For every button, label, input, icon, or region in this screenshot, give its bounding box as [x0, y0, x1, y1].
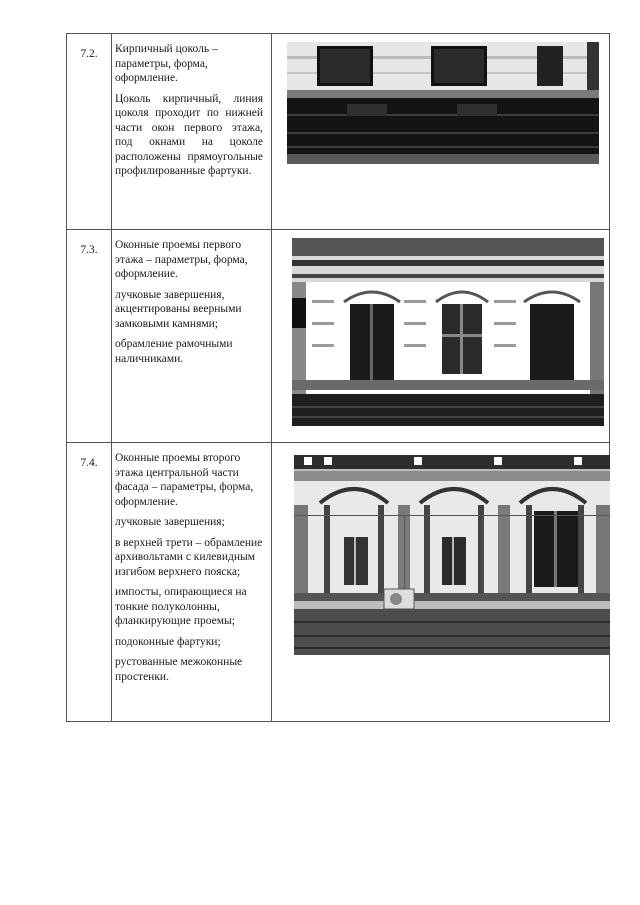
description-cell — [112, 230, 272, 443]
ground-floor-windows-photo — [292, 238, 604, 426]
row-text: подоконные фартуки; — [115, 635, 221, 648]
row-number-cell — [67, 230, 112, 443]
row-number: 7.2. — [80, 48, 98, 60]
row-number: 7.4. — [80, 457, 98, 469]
plinth-photo — [287, 42, 599, 164]
table-row — [67, 230, 610, 443]
row-text: Цоколь кирпичный, линия цоколя проходит по нижней части окон первого этажа, под окнами на цоколе расположены прямоугольные профилированные фартуки. — [115, 92, 263, 177]
row-text: рустованные межоконные простенки. — [115, 656, 243, 683]
row-text: лучковые завершения, акцентированы веерными замковыми камнями; — [115, 288, 242, 330]
facade-elements-table — [66, 33, 610, 722]
row-heading: Оконные проемы первого этажа – параметры, форма, оформление. — [115, 239, 248, 280]
photo-cell — [272, 34, 610, 230]
row-text: лучковые завершения; — [115, 516, 225, 528]
row-number-cell — [67, 443, 112, 722]
photo-cell — [272, 230, 610, 443]
table-row — [67, 443, 610, 722]
description-cell — [112, 443, 272, 722]
row-number-cell — [67, 34, 112, 230]
table-row — [67, 34, 610, 230]
row-number: 7.3. — [80, 244, 98, 256]
description-cell — [112, 34, 272, 230]
row-heading: Оконные проемы второго этажа центральной части фасада – параметры, форма, оформление. — [115, 452, 254, 508]
photo-cell — [272, 443, 610, 722]
row-text: в верхней трети – обрамление архивольтами с килевидным изгибом верхнего пояска; — [115, 536, 263, 578]
second-floor-windows-photo — [294, 455, 610, 655]
row-heading: Кирпичный цоколь – параметры, форма, оформление. — [115, 43, 218, 84]
row-text: обрамление рамочными наличниками. — [115, 338, 233, 365]
row-text: импосты, опирающиеся на тонкие полуколонны, фланкирующие проемы; — [115, 586, 247, 627]
